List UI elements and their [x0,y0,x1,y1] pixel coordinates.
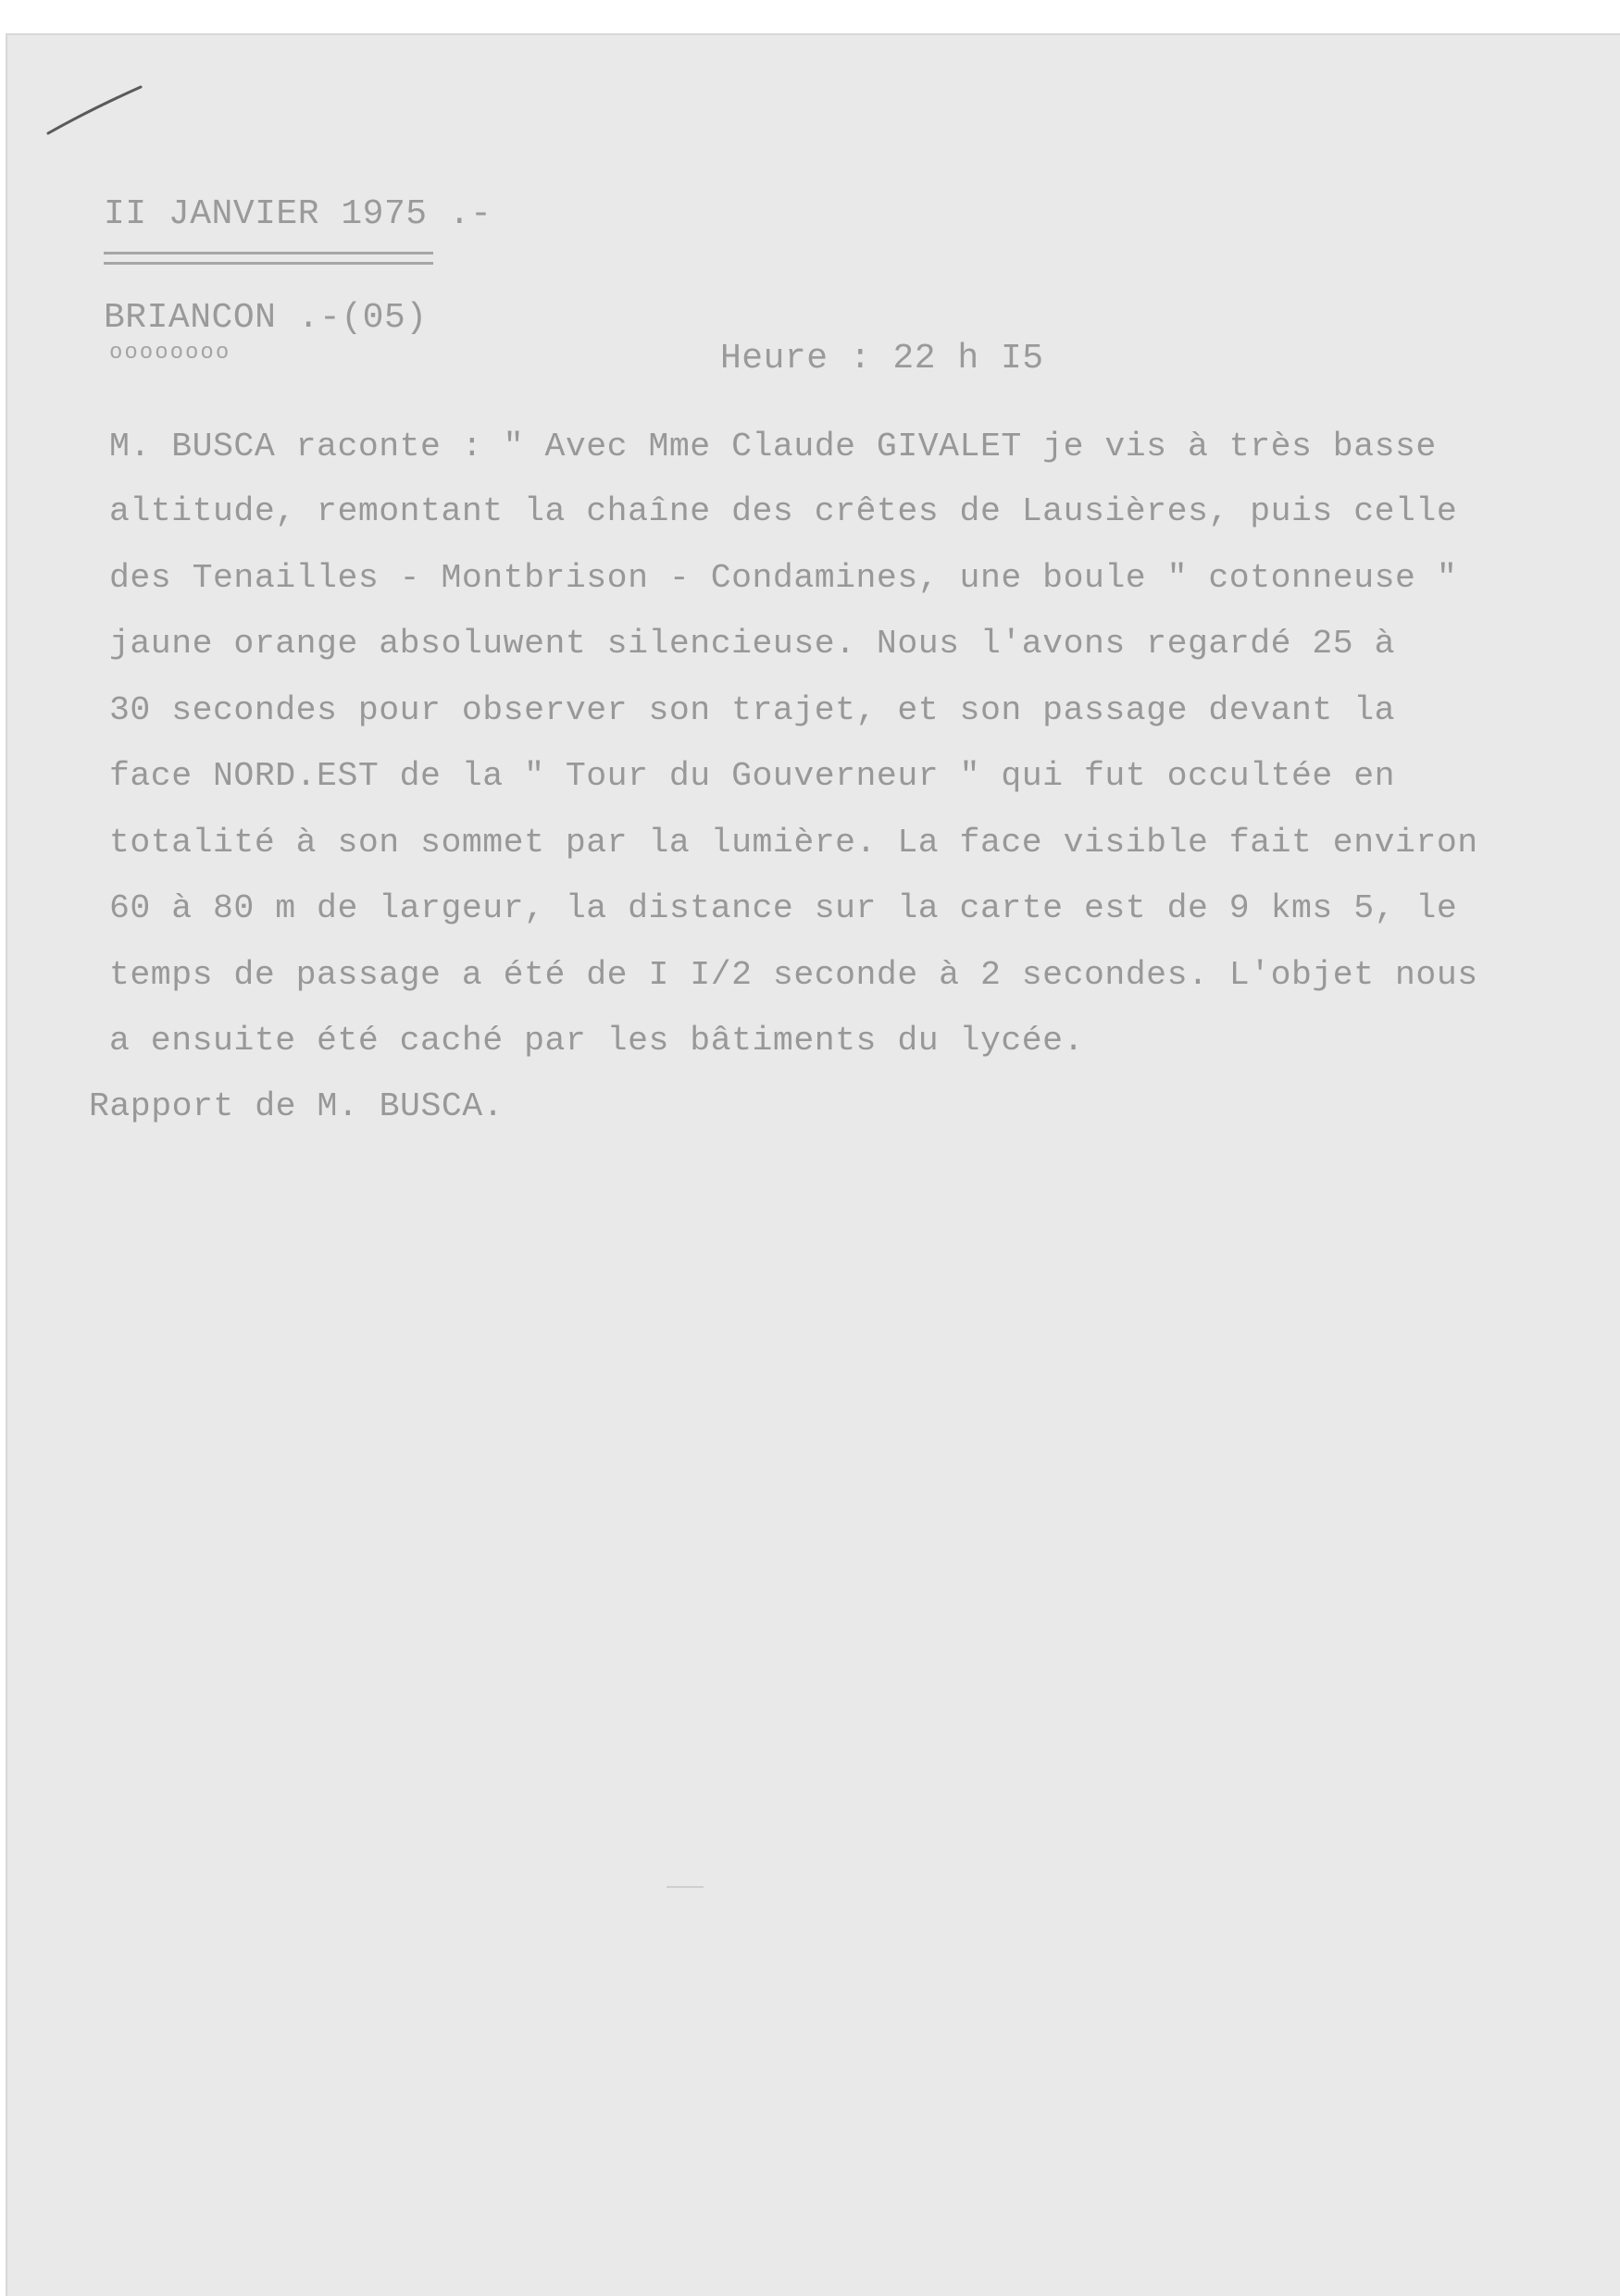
body-line: altitude, remontant la chaîne des crêtes de Lausières, puis celle [109,492,1458,530]
date-underline [104,252,433,265]
body-line: totalité à son sommet par la lumière. La face visible fait environ [109,824,1478,862]
body-line: des Tenailles - Montbrison - Condamines, une boule " cotonneuse " [109,559,1458,597]
place-underline: oooooooo [109,341,231,366]
body-line: jaune orange absoluwent silencieuse. Nous l'avons regardé 25 à [109,625,1396,663]
body-line: face NORD.EST de la " Tour du Gouverneur " qui fut occultée en [109,757,1396,795]
pencil-mark-icon [44,81,146,137]
paper-speck [667,1886,704,1888]
report-time: Heure : 22 h I5 [720,339,1044,379]
body-line: M. BUSCA raconte : " Avec Mme Claude GIVALET je vis à très basse [109,428,1437,465]
body-line: 30 secondes pour observer son trajet, et son passage devant la [109,691,1396,729]
report-signature: Rapport de M. BUSCA. [89,1087,505,1125]
report-place: BRIANCON .-(05) [104,298,428,338]
body-line: a ensuite été caché par les bâtiments du lycée. [109,1022,1084,1060]
body-line: temps de passage a été de I I/2 seconde à 2 secondes. L'objet nous [109,956,1478,994]
report-date: II JANVIER 1975 .- [104,194,492,234]
body-line: 60 à 80 m de largeur, la distance sur la carte est de 9 kms 5, le [109,889,1458,927]
